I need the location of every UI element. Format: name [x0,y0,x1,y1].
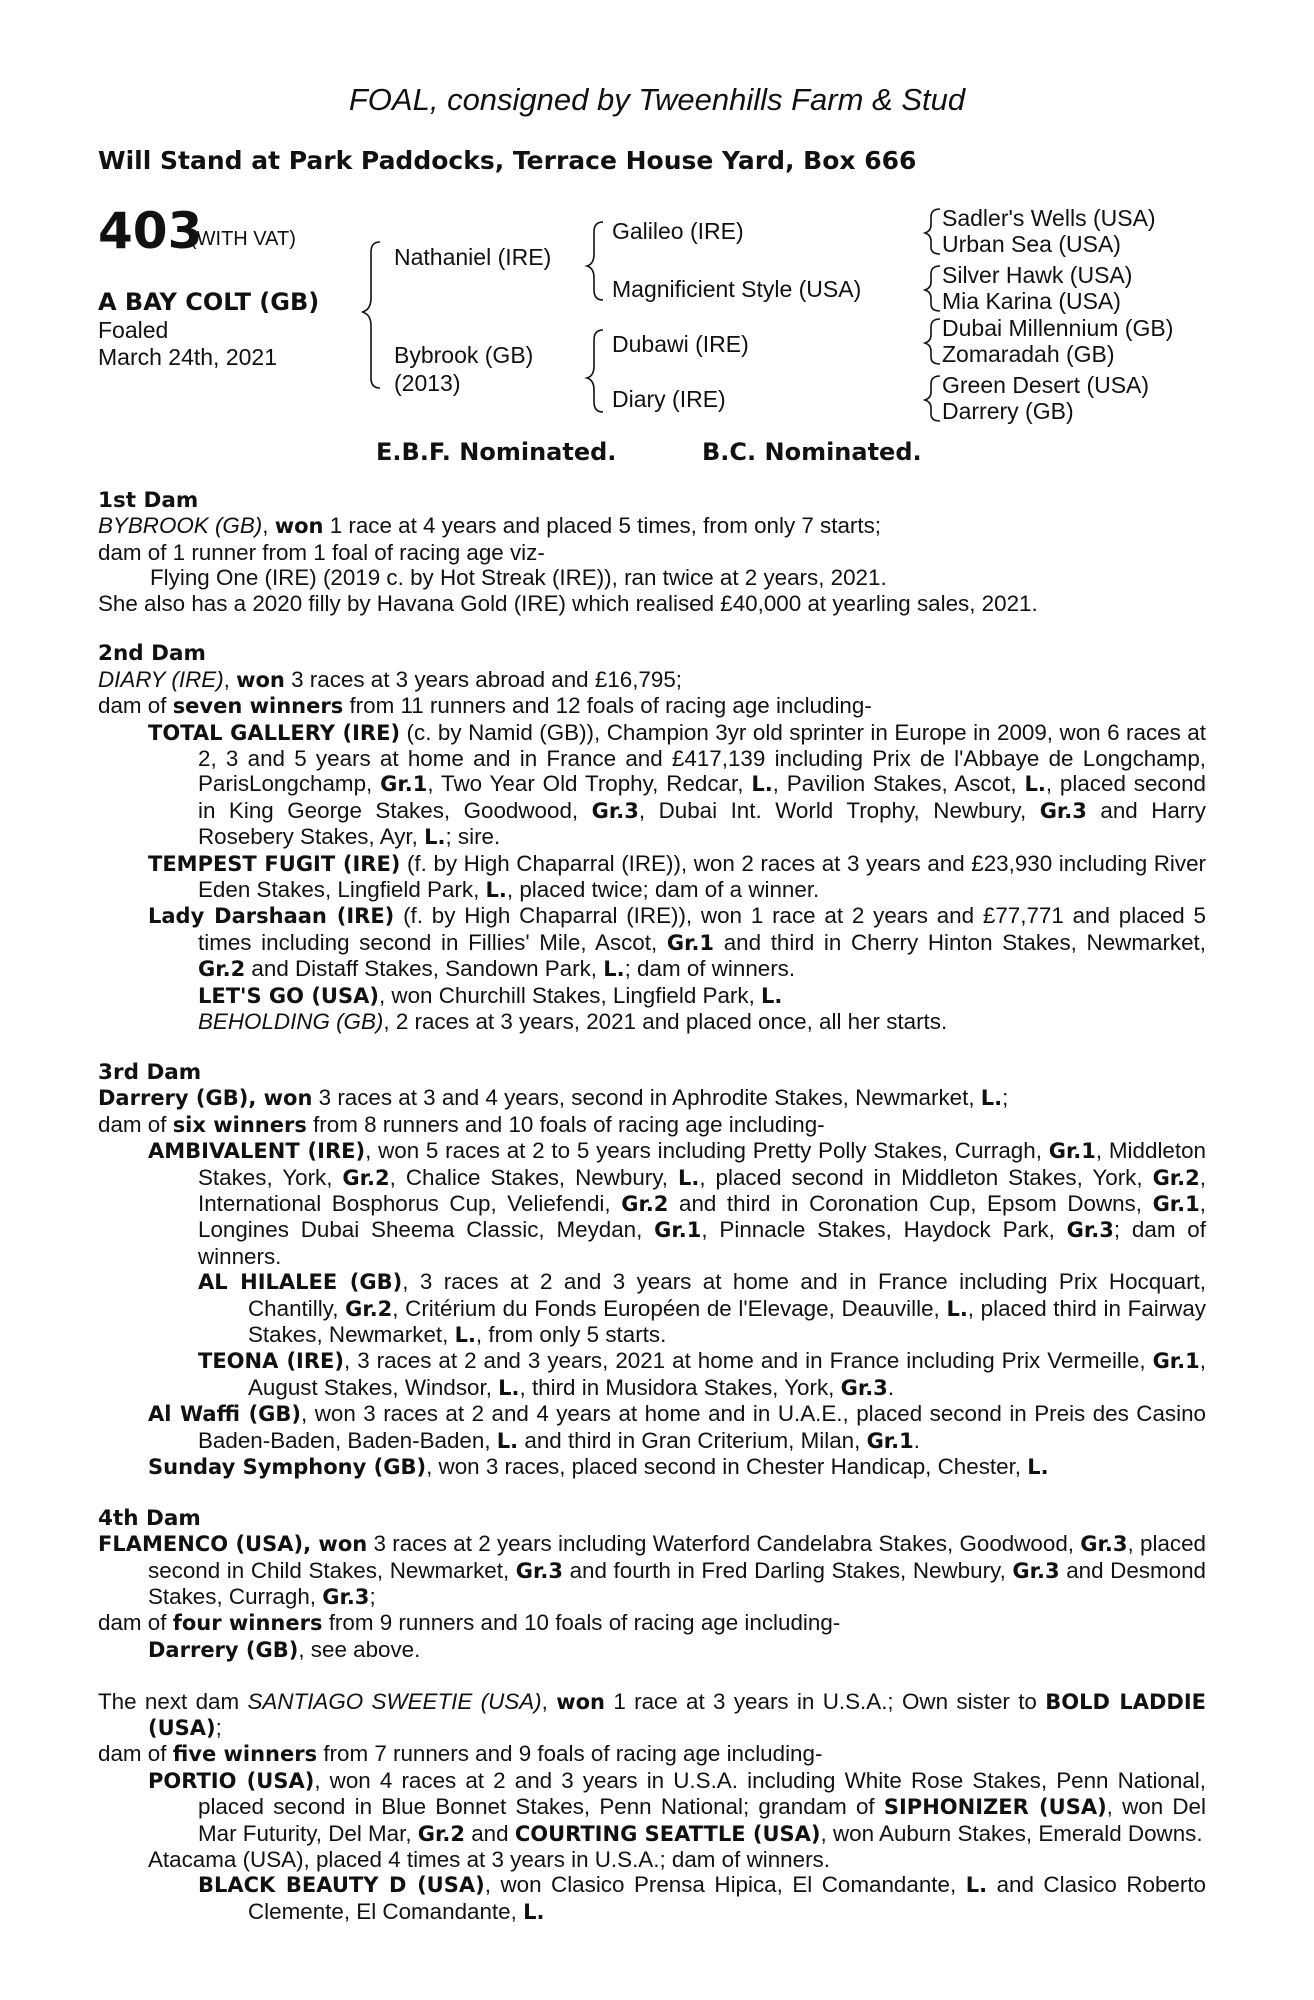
offspring-entry: Flying One (IRE) (2019 c. by Hot Streak (IRE)), ran twice at 2 years, 2021. [150,565,887,591]
dam-year: (2013) [394,370,461,396]
sire-dam-sire: Silver Hawk (USA) [942,262,1133,288]
horse-name: Al Waffi (GB) [148,1402,302,1427]
sire-name: Nathaniel (IRE) [394,244,552,270]
horse-name: BEHOLDING (GB) [198,1009,384,1035]
section-4th-dam [98,1506,1206,1663]
horse-name: TEMPEST FUGIT (IRE) [148,851,401,876]
section-heading: 3rd Dam [98,1059,202,1085]
dam-record: DIARY (IRE), won 3 races at 3 years abroad and £16,795; [98,666,682,692]
dam-record: Darrery (GB), won 3 races at 3 and 4 years, second in Aphrodite Stakes, Newmarket, L.; [98,1085,1009,1111]
horse-name: AMBIVALENT (IRE) [148,1139,366,1164]
horse-name: Darrery (GB) [148,1637,299,1662]
dam-dam-sire: Green Desert (USA) [942,372,1150,398]
horse-name: PORTIO (USA) [148,1768,315,1793]
dam-sire-dam: Zomaradah (GB) [942,341,1115,367]
section-2nd-dam [98,641,1206,1034]
dam-name: FLAMENCO (USA), won [98,1532,368,1557]
dam-sire-sire: Dubai Millennium (GB) [942,315,1174,341]
foaled-label: Foaled [98,317,169,343]
bracket-ds [925,319,940,364]
offspring-entry: Atacama (USA), placed 4 times at 3 years in U.S.A.; dam of winners. [148,1847,830,1873]
dam-of-line: dam of six winners from 8 runners and 10 foals of racing age including- [98,1111,825,1137]
dam-record: The next dam SANTIAGO SWEETIE (USA), won 1 race at 3 years in U.S.A.; Own sister to BOLD LADDIE (USA); [98,1688,1206,1741]
offspring-entry: AMBIVALENT (IRE), won 5 races at 2 to 5 years including Pretty Polly Stakes, Curragh, Gr.1, Middleton Stakes, York, Gr.2, Chalice Stakes, Newbury, L., placed second in Middleton Stakes, York, Gr.2, International Bosphorus Cup, Veliefendi, Gr.2 and third in Coronation Cup, Epsom Downs, Gr.1, Longines Dubai Sheema Classic, Meydan, Gr.1, Pinnacle Stakes, Haydock Park, Gr.3; dam of winners. [148,1138,1206,1269]
horse-name: TEONA (IRE) [198,1349,344,1374]
dam-name: Bybrook (GB) [394,342,534,368]
dam-summary: 1 race at 4 years and placed 5 times, from only 7 starts; [329,513,882,539]
offspring-entry: Sunday Symphony (GB), won 3 races, placed second in Chester Handicap, Chester, L. [148,1454,1049,1479]
section-next-dam [98,1689,1206,1926]
foaled-date: March 24th, 2021 [98,344,278,370]
dam-dam: Diary (IRE) [612,386,726,412]
catalogue-body [98,488,1206,1925]
bc-nominated: B.C. Nominated. [702,438,922,466]
bracket-sd [925,266,940,311]
dam-name: BYBROOK (GB) [98,513,263,539]
dam-of-line: dam of four winners from 9 runners and 10 foals of racing age including- [98,1610,841,1636]
grand-offspring-entry: BEHOLDING (GB), 2 races at 3 years, 2021 and placed once, all her starts. [198,1009,948,1035]
section-heading: 2nd Dam [98,641,206,667]
dam-summary: 3 races at 3 years abroad and £16,795; [291,666,682,692]
offspring-entry: TEMPEST FUGIT (IRE) (f. by High Chaparral (IRE)), won 2 races at 3 years and £23,930 including River Eden Stakes, Lingfield Park, L., placed twice; dam of a winner. [148,850,1206,903]
dam-name: SANTIAGO SWEETIE (USA) [247,1688,542,1714]
offspring-entry: TOTAL GALLERY (IRE) (c. by Namid (GB)), Champion 3yr old sprinter in Europe in 2009, won 6 races at 2, 3 and 5 years at home and in France and £417,139 including Prix de l'Abbaye de Longchamp, ParisLongchamp, Gr.1, Two Year Old Trophy, Redcar, L., Pavilion Stakes, Ascot, L., placed second in King George Stakes, Goodwood, Gr.3, Dubai Int. World Trophy, Newbury, Gr.3 and Harry Rosebery Stakes, Ayr, L.; sire. [148,719,1206,850]
sire-dam: Magnificient Style (USA) [612,276,862,302]
horse-name: Sunday Symphony (GB) [148,1455,427,1479]
ebf-nominated: E.B.F. Nominated. [376,438,617,466]
vat-note: (WITH VAT) [190,228,296,250]
sire-sire-dam: Urban Sea (USA) [942,231,1121,257]
consignor-line: FOAL, consigned by Tweenhills Farm & Stud [348,82,966,117]
dam-of-line: dam of 1 runner from 1 foal of racing age viz- [98,539,545,565]
offspring-entry: Al Waffi (GB), won 3 races at 2 and 4 years at home and in U.A.E., placed second in Preis des Casino Baden-Baden, Baden-Baden, L. and third in Gran Criterium, Milan, Gr.1. [148,1401,1206,1453]
grand-offspring-entry: BLACK BEAUTY D (USA), won Clasico Prensa Hipica, El Comandante, L. and Clasico Roberto Clemente, El Comandante, L. [198,1872,1207,1924]
dam-of-line: dam of five winners from 7 runners and 9 foals of racing age including- [98,1741,823,1767]
dam-name: Darrery (GB), won [98,1086,313,1111]
section-heading: 1st Dam [98,488,199,513]
horse-name: AL HILALEE (GB) [198,1270,403,1295]
dam-record: BYBROOK (GB), won 1 race at 4 years and placed 5 times, from only 7 starts; [98,513,882,539]
grand-offspring-entry: TEONA (IRE), 3 races at 2 and 3 years, 2021 at home and in France including Prix Vermeille, Gr.1, August Stakes, Windsor, L., third in Musidora Stakes, York, Gr.3. [198,1348,1206,1400]
section-3rd-dam [98,1060,1206,1481]
horse-name: TOTAL GALLERY (IRE) [148,720,401,745]
won-label: won [236,667,285,692]
grand-offspring-entry: LET'S GO (USA), won Churchill Stakes, Lingfield Park, L. [198,982,783,1008]
won-label: won [274,514,324,539]
offspring-entry: Lady Darshaan (IRE) (f. by High Chaparral (IRE)), won 1 race at 2 years and £77,771 and placed 5 times including second in Fillies' Mile, Ascot, Gr.1 and third in Cherry Hinton Stakes, Newmarket, Gr.2 and Distaff Stakes, Sandown Park, L.; dam of winners. [148,903,1206,982]
horse-description: A BAY COLT (GB) [98,288,320,316]
bracket-main [362,242,380,388]
bracket-ss [925,209,940,254]
sire-sire: Galileo (IRE) [612,218,744,244]
sire-dam-dam: Mia Karina (USA) [942,288,1121,314]
dam-dam-dam: Darrery (GB) [942,398,1074,424]
lot-number: 403 [98,202,203,260]
horse-name: Lady Darshaan (IRE) [148,904,395,929]
dam-sire: Dubawi (IRE) [612,331,749,357]
section-1st-dam [98,488,1206,616]
dam-of-line: dam of seven winners from 11 runners and 12 foals of racing age including- [98,693,872,719]
stand-location: Will Stand at Park Paddocks, Terrace House Yard, Box 666 [98,146,917,175]
foaled-info [98,317,277,371]
offspring-entry: PORTIO (USA), won 4 races at 2 and 3 years in U.S.A. including White Rose Stakes, Penn National, placed second in Blue Bonnet Stakes, Penn National; grandam of SIPHONIZER (USA), won Del Mar Futurity, Del Mar, Gr.2 and COURTING SEATTLE (USA), won Auburn Stakes, Emerald Downs. [148,1767,1206,1846]
section-heading: 4th Dam [98,1505,201,1531]
horse-name: BLACK BEAUTY D (USA) [198,1873,485,1898]
sire-sire-sire: Sadler's Wells (USA) [942,205,1156,231]
offspring-entry: Darrery (GB), see above. [148,1636,421,1662]
bracket-dam [587,330,603,412]
dam-name: DIARY (IRE) [98,666,224,692]
grand-offspring-entry: AL HILALEE (GB), 3 races at 2 and 3 years at home and in France including Prix Hocquart, Chantilly, Gr.2, Critérium du Fonds Européen de l'Elevage, Deauville, L., placed third in Fairway Stakes, Newmarket, L., from only 5 starts. [198,1269,1206,1347]
dam-record: FLAMENCO (USA), won 3 races at 2 years including Waterford Candelabra Stakes, Goodwood, Gr.3, placed second in Child Stakes, Newmarket, Gr.3 and fourth in Fred Darling Stakes, Newbury, Gr.3 and Desmond Stakes, Curragh, Gr.3; [98,1531,1206,1610]
bracket-dd [925,376,940,421]
bracket-sire [587,222,603,300]
offspring-note: She also has a 2020 filly by Havana Gold (IRE) which realised £40,000 at yearling sales, 2021. [98,590,1038,616]
horse-name: LET'S GO (USA) [198,983,379,1008]
